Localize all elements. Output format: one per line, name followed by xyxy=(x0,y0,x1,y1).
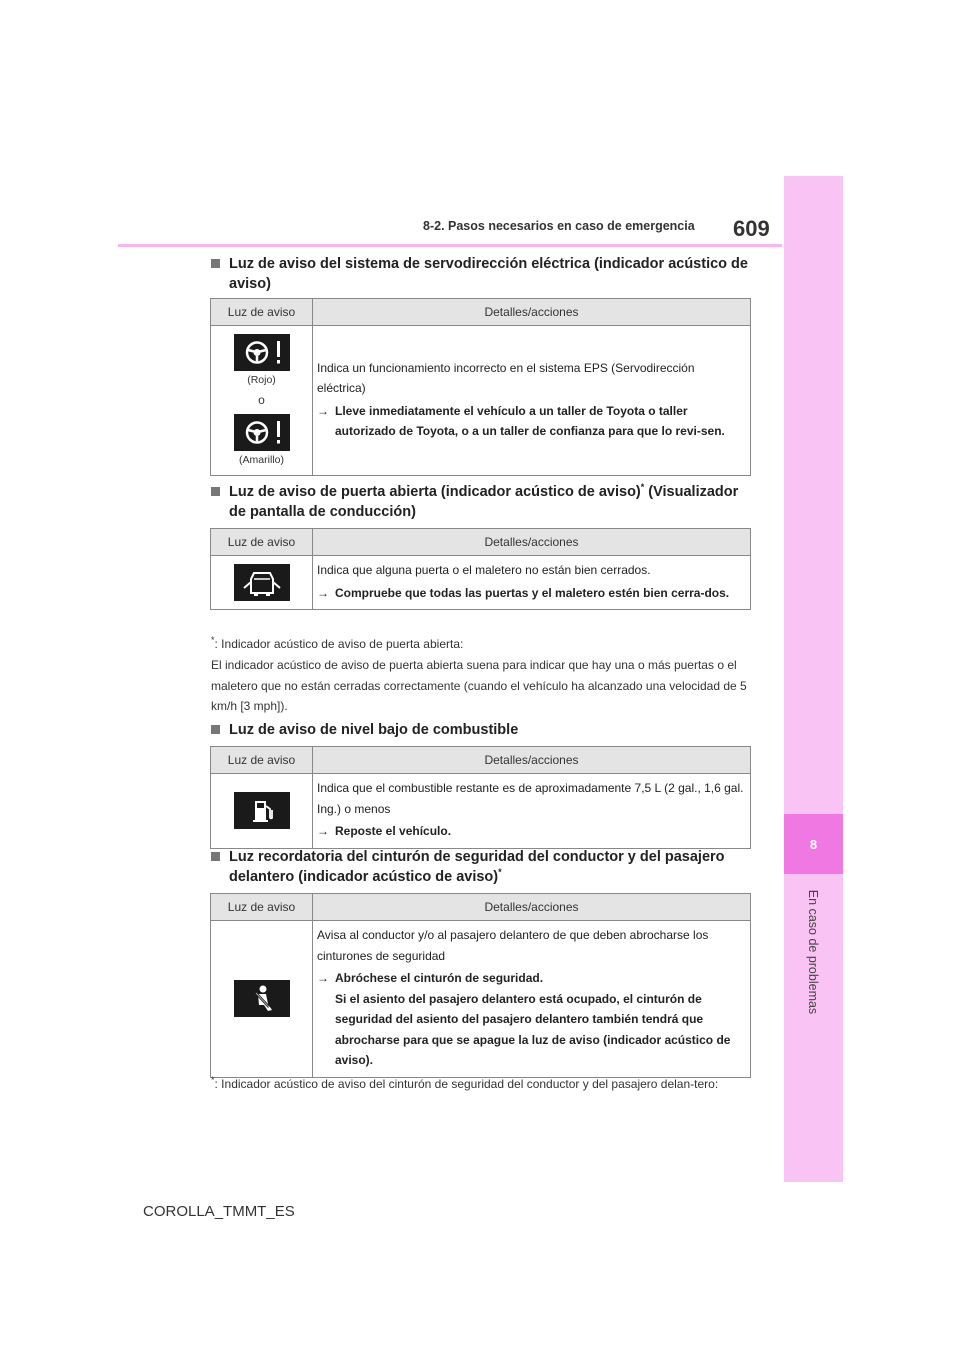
steering-warning-icon xyxy=(234,414,290,451)
heading-door-warning: Luz de aviso de puerta abierta (indicador acústico de aviso)* (Visualizador de pantalla de conducción) xyxy=(211,482,756,522)
heading-fuel-warning: Luz de aviso de nivel bajo de combustible xyxy=(211,720,756,740)
bullet-square-icon xyxy=(211,487,220,496)
bullet-square-icon xyxy=(211,852,220,861)
door-action: → Compruebe que todas las puertas y el maletero estén bien cerra-dos. xyxy=(317,583,746,604)
fuel-pump-icon xyxy=(234,792,290,829)
section-title: 8-2. Pasos necesarios en caso de emergencia xyxy=(423,219,695,233)
fuel-icon-cell xyxy=(211,774,313,849)
fuel-detail-text: Indica que el combustible restante es de aproximadamente 7,5 L (2 gal., 1,6 gal. Ing.) o menos xyxy=(317,781,744,816)
fuel-warning-table xyxy=(210,746,751,849)
chapter-sidebar xyxy=(784,176,843,1182)
col-header-warning-light: Luz de aviso xyxy=(211,529,313,556)
eps-detail-text: Indica un funcionamiento incorrecto en el sistema EPS (Servodirección eléctrica) xyxy=(317,360,695,395)
bullet-square-icon xyxy=(211,259,220,268)
arrow-icon: → xyxy=(317,971,329,985)
seatbelt-warning-table xyxy=(210,893,751,1078)
seatbelt-icon-cell xyxy=(211,921,313,1078)
heading-eps-warning: Luz de aviso del sistema de servodirección eléctrica (indicador acústico de aviso) xyxy=(211,254,756,294)
seatbelt-detail-text: Avisa al conductor y/o al pasajero delantero de que deben abrocharse los cinturones de seguridad xyxy=(317,928,709,963)
icon-label-red: (Rojo) xyxy=(247,374,276,386)
door-warning-table xyxy=(210,528,751,610)
or-label: o xyxy=(258,393,265,407)
page-number: 609 xyxy=(733,216,770,241)
arrow-icon: → xyxy=(317,403,329,418)
door-detail-text: Indica que alguna puerta o el maletero no están bien cerrados. xyxy=(317,563,651,577)
eps-warning-table xyxy=(210,298,751,476)
icon-label-yellow: (Amarillo) xyxy=(239,454,284,466)
fuel-action: → Reposte el vehículo. xyxy=(317,821,746,842)
col-header-details: Detalles/acciones xyxy=(313,747,751,774)
door-footnote: *: Indicador acústico de aviso de puerta abierta: xyxy=(211,635,464,651)
col-header-warning-light: Luz de aviso xyxy=(211,299,313,326)
arrow-icon: → xyxy=(317,824,329,838)
col-header-details: Detalles/acciones xyxy=(313,894,751,921)
door-icon-cell xyxy=(211,556,313,610)
door-paragraph: El indicador acústico de aviso de puerta abierta suena para indicar que hay una o más puertas o el maletero que no están cerradas correctamente (cuando el vehículo ha alcanzado una velocidad de 5 km/h [3 mph]). xyxy=(211,658,747,713)
eps-details-cell xyxy=(313,326,751,476)
door-details-cell xyxy=(313,556,751,610)
eps-icon-cell xyxy=(211,326,313,476)
chapter-title: En caso de problemas xyxy=(806,889,820,1015)
col-header-warning-light: Luz de aviso xyxy=(211,894,313,921)
doc-code: COROLLA_TMMT_ES xyxy=(143,1203,295,1220)
chapter-number-tab[interactable]: 8 xyxy=(784,814,843,874)
arrow-icon: → xyxy=(317,585,329,600)
header-rule xyxy=(118,244,782,247)
door-open-icon xyxy=(234,564,290,601)
heading-seatbelt-warning: Luz recordatoria del cinturón de seguridad del conductor y del pasajero delantero (indicador acústico de aviso)* xyxy=(211,847,756,887)
seatbelt-action: → Abróchese el cinturón de seguridad. Si el asiento del pasajero delantero está ocupado, el cinturón de seguridad del asiento del pasajero delantero también tendrá que abrocharse para que se apague la luz de aviso (indicador acústico de aviso). xyxy=(317,968,746,1071)
seatbelt-details-cell xyxy=(313,921,751,1078)
eps-action: → Lleve inmediatamente el vehículo a un taller de Toyota o taller autorizado de Toyota, o a un taller de confianza para que lo revi-sen. xyxy=(317,401,746,442)
steering-warning-icon xyxy=(234,334,290,371)
col-header-details: Detalles/acciones xyxy=(313,299,751,326)
col-header-details: Detalles/acciones xyxy=(313,529,751,556)
fuel-details-cell xyxy=(313,774,751,849)
col-header-warning-light: Luz de aviso xyxy=(211,747,313,774)
seatbelt-footnote: *: Indicador acústico de aviso del cinturón de seguridad del conductor y del pasajero delan-tero: xyxy=(211,1075,719,1091)
seatbelt-icon xyxy=(234,980,290,1017)
bullet-square-icon xyxy=(211,725,220,734)
